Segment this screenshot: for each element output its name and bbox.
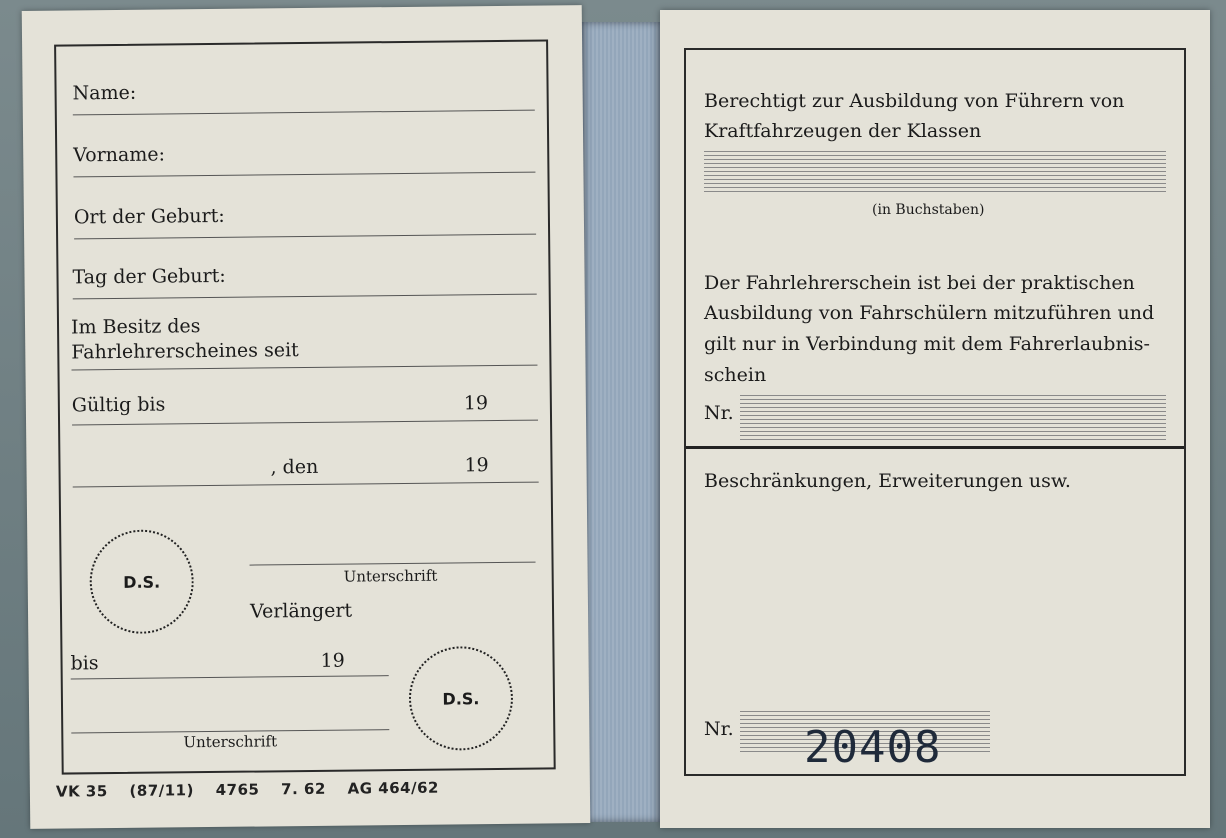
den-year: 19 [464,454,489,477]
bis-label: bis [70,652,99,675]
footer-code-3: 4765 [215,780,260,799]
besitz-label-2: Fahrlehrerscheines seit [71,339,299,364]
fahrlehrer-line-4: schein [704,364,767,386]
geburtstag-line [73,294,537,300]
beschraenkungen-label: Beschränkungen, Erweiterungen usw. [704,470,1071,492]
fahrerlaubnis-nr-field [740,392,1166,440]
vorname-label: Vorname: [73,143,166,167]
besitz-line [71,365,537,371]
gueltig-label: Gültig bis [71,393,166,417]
bis-year: 19 [320,649,345,672]
den-line [73,482,539,488]
in-buchstaben-note: (in Buchstaben) [872,202,985,218]
name-label: Name: [72,81,137,105]
footer-code-4: 7. 62 [281,779,326,799]
left-frame [54,39,556,774]
name-line [73,110,535,116]
nr-bottom-label: Nr. [704,718,734,740]
nr-label: Nr. [704,402,734,424]
gueltig-year: 19 [463,392,489,415]
footer-code-1: VK 35 [55,782,108,801]
den-label: , den [270,455,319,479]
geburtsort-label: Ort der Geburt: [73,204,225,229]
booklet-spine [580,22,662,822]
unterschrift-label-1: Unterschrift [343,566,438,586]
signature-line-1 [250,562,536,566]
verlaengert-label: Verlängert [249,599,353,623]
vorname-line [73,172,535,178]
geburtsort-line [74,234,536,240]
footer-code-2: (87/11) [129,781,195,800]
right-page [660,10,1210,828]
berechtigt-line-1: Berechtigt zur Ausbildung von Führern von [704,90,1125,112]
fahrlehrer-line-1: Der Fahrlehrerschein ist bei der praktischen [704,272,1135,294]
besitz-label-1: Im Besitz des [70,315,201,339]
section-divider [686,446,1184,449]
bis-line [71,675,389,679]
fahrlehrer-line-2: Ausbildung von Fahrschülern mitzuführen und [704,302,1155,324]
left-page [22,5,591,829]
right-frame [684,48,1186,776]
print-code-footer [56,778,455,800]
fahrlehrer-line-3: gilt nur in Verbindung mit dem Fahrerlaubnis- [704,333,1150,355]
footer-code-5: AG 464/62 [347,778,439,798]
serial-number: 20408 [804,722,942,773]
berechtigt-line-2: Kraftfahrzeugen der Klassen [704,120,982,142]
seal-stamp-1: D.S. [89,529,194,634]
unterschrift-label-2: Unterschrift [183,732,278,752]
klassen-entry-field [704,148,1166,194]
gueltig-line [72,420,538,426]
seal-stamp-2: D.S. [408,646,513,751]
geburtstag-label: Tag der Geburt: [72,264,226,289]
